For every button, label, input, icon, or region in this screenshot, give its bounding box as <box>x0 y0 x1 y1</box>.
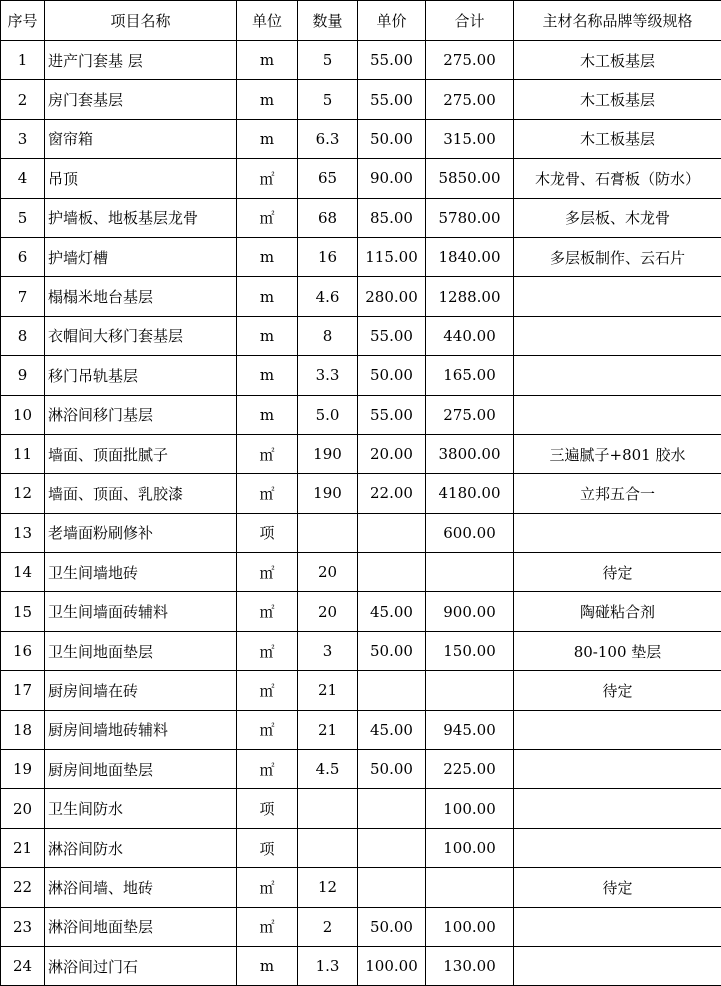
cell-quantity: 21 <box>298 671 358 710</box>
cell-total: 5780.00 <box>426 198 514 237</box>
cell-total <box>426 553 514 592</box>
cell-unit-price: 115.00 <box>358 237 426 276</box>
cell-item-name: 吊顶 <box>45 159 237 198</box>
cell-item-name: 进产门套基 层 <box>45 41 237 80</box>
cell-unit: ㎡ <box>237 159 298 198</box>
cell-unit-price: 280.00 <box>358 277 426 316</box>
header-item-name: 项目名称 <box>45 1 237 41</box>
cell-item-name: 厨房间墙地砖辅料 <box>45 710 237 749</box>
cell-total: 225.00 <box>426 750 514 789</box>
cell-quantity: 6.3 <box>298 119 358 158</box>
cell-quantity: 65 <box>298 159 358 198</box>
cell-unit: m <box>237 80 298 119</box>
cell-item-name: 厨房间地面垫层 <box>45 750 237 789</box>
header-material-spec: 主材名称品牌等级规格 <box>514 1 721 41</box>
cell-material-spec <box>514 789 721 828</box>
cell-item-name: 移门吊轨基层 <box>45 356 237 395</box>
table-row <box>1 828 721 867</box>
cell-total: 1288.00 <box>426 277 514 316</box>
cell-unit-price: 100.00 <box>358 946 426 985</box>
cell-item-name: 厨房间墙在砖 <box>45 671 237 710</box>
cell-total: 4180.00 <box>426 474 514 513</box>
cell-unit-price <box>358 789 426 828</box>
cell-item-name: 护墙板、地板基层龙骨 <box>45 198 237 237</box>
cell-unit-price: 90.00 <box>358 159 426 198</box>
cell-material-spec: 木工板基层 <box>514 41 721 80</box>
cell-material-spec: 待定 <box>514 868 721 907</box>
table-row <box>1 395 721 434</box>
cell-total: 165.00 <box>426 356 514 395</box>
cell-index: 20 <box>1 789 45 828</box>
cell-material-spec: 80-100 垫层 <box>514 631 721 670</box>
cell-item-name: 淋浴间墙、地砖 <box>45 868 237 907</box>
cell-item-name: 老墙面粉刷修补 <box>45 513 237 552</box>
table-row <box>1 80 721 119</box>
table-row <box>1 159 721 198</box>
cell-unit: m <box>237 395 298 434</box>
cell-unit-price <box>358 553 426 592</box>
cell-total: 275.00 <box>426 80 514 119</box>
table-row <box>1 237 721 276</box>
cell-material-spec <box>514 316 721 355</box>
cell-material-spec <box>514 750 721 789</box>
cell-index: 7 <box>1 277 45 316</box>
cell-quantity: 190 <box>298 434 358 473</box>
cell-quantity: 16 <box>298 237 358 276</box>
cell-total: 100.00 <box>426 789 514 828</box>
cell-unit: ㎡ <box>237 750 298 789</box>
cell-unit: m <box>237 316 298 355</box>
cell-material-spec: 待定 <box>514 553 721 592</box>
cell-material-spec <box>514 513 721 552</box>
cell-unit: ㎡ <box>237 474 298 513</box>
cell-item-name: 墙面、顶面、乳胶漆 <box>45 474 237 513</box>
table-row <box>1 868 721 907</box>
cell-unit: ㎡ <box>237 592 298 631</box>
cell-total: 275.00 <box>426 41 514 80</box>
header-unit-price: 单价 <box>358 1 426 41</box>
cell-unit-price: 20.00 <box>358 434 426 473</box>
cell-material-spec: 立邦五合一 <box>514 474 721 513</box>
cell-index: 24 <box>1 946 45 985</box>
cell-index: 21 <box>1 828 45 867</box>
cell-index: 6 <box>1 237 45 276</box>
cell-unit: ㎡ <box>237 198 298 237</box>
cell-unit: m <box>237 237 298 276</box>
cell-unit-price <box>358 671 426 710</box>
cell-quantity <box>298 789 358 828</box>
cell-unit: m <box>237 277 298 316</box>
cell-item-name: 衣帽间大移门套基层 <box>45 316 237 355</box>
cell-material-spec <box>514 356 721 395</box>
table-row <box>1 474 721 513</box>
cell-unit: 项 <box>237 789 298 828</box>
cell-unit: m <box>237 946 298 985</box>
cell-unit: ㎡ <box>237 553 298 592</box>
cell-index: 22 <box>1 868 45 907</box>
cell-item-name: 房门套基层 <box>45 80 237 119</box>
cell-item-name: 淋浴间地面垫层 <box>45 907 237 946</box>
cell-unit: ㎡ <box>237 671 298 710</box>
cell-index: 19 <box>1 750 45 789</box>
table-row <box>1 671 721 710</box>
cell-quantity: 4.5 <box>298 750 358 789</box>
cell-total: 315.00 <box>426 119 514 158</box>
cell-quantity: 21 <box>298 710 358 749</box>
cell-quantity: 5.0 <box>298 395 358 434</box>
cell-quantity <box>298 513 358 552</box>
cell-quantity: 8 <box>298 316 358 355</box>
cell-index: 2 <box>1 80 45 119</box>
cell-quantity: 5 <box>298 80 358 119</box>
cell-total: 130.00 <box>426 946 514 985</box>
header-quantity: 数量 <box>298 1 358 41</box>
cell-unit: 项 <box>237 828 298 867</box>
cell-quantity: 12 <box>298 868 358 907</box>
cell-unit-price <box>358 513 426 552</box>
cell-unit-price: 55.00 <box>358 41 426 80</box>
cell-total: 440.00 <box>426 316 514 355</box>
cell-material-spec: 待定 <box>514 671 721 710</box>
cell-total <box>426 868 514 907</box>
cell-material-spec <box>514 907 721 946</box>
cell-unit: 项 <box>237 513 298 552</box>
cell-unit: ㎡ <box>237 907 298 946</box>
cell-item-name: 卫生间地面垫层 <box>45 631 237 670</box>
table-row <box>1 946 721 985</box>
cell-unit: ㎡ <box>237 710 298 749</box>
table-row <box>1 434 721 473</box>
cell-index: 15 <box>1 592 45 631</box>
header-unit: 单位 <box>237 1 298 41</box>
cell-unit-price <box>358 868 426 907</box>
cell-total: 100.00 <box>426 828 514 867</box>
cell-index: 4 <box>1 159 45 198</box>
header-index: 序号 <box>1 1 45 41</box>
cell-material-spec: 木龙骨、石膏板（防水） <box>514 159 721 198</box>
cell-total: 100.00 <box>426 907 514 946</box>
cell-unit-price <box>358 828 426 867</box>
cell-unit-price: 55.00 <box>358 80 426 119</box>
cell-material-spec: 多层板制作、云石片 <box>514 237 721 276</box>
table-row <box>1 119 721 158</box>
cell-index: 13 <box>1 513 45 552</box>
cell-index: 18 <box>1 710 45 749</box>
cell-total: 5850.00 <box>426 159 514 198</box>
cell-material-spec <box>514 395 721 434</box>
cell-material-spec: 木工板基层 <box>514 119 721 158</box>
cell-item-name: 淋浴间过门石 <box>45 946 237 985</box>
cell-index: 1 <box>1 41 45 80</box>
cell-index: 9 <box>1 356 45 395</box>
cell-item-name: 淋浴间防水 <box>45 828 237 867</box>
cell-item-name: 淋浴间移门基层 <box>45 395 237 434</box>
cell-unit: m <box>237 119 298 158</box>
cell-total <box>426 671 514 710</box>
cell-index: 17 <box>1 671 45 710</box>
cell-index: 3 <box>1 119 45 158</box>
cell-unit-price: 50.00 <box>358 356 426 395</box>
cell-item-name: 卫生间防水 <box>45 789 237 828</box>
cell-unit-price: 50.00 <box>358 119 426 158</box>
cell-total: 945.00 <box>426 710 514 749</box>
cell-index: 16 <box>1 631 45 670</box>
cell-quantity: 5 <box>298 41 358 80</box>
cell-quantity: 20 <box>298 553 358 592</box>
cell-unit-price: 50.00 <box>358 907 426 946</box>
cell-material-spec <box>514 710 721 749</box>
cell-unit: m <box>237 41 298 80</box>
cell-total: 600.00 <box>426 513 514 552</box>
cell-total: 1840.00 <box>426 237 514 276</box>
header-row <box>1 1 721 41</box>
table-row <box>1 356 721 395</box>
cell-unit-price: 22.00 <box>358 474 426 513</box>
cell-unit-price: 50.00 <box>358 631 426 670</box>
table-row <box>1 198 721 237</box>
cell-unit-price: 45.00 <box>358 710 426 749</box>
cell-unit-price: 50.00 <box>358 750 426 789</box>
cell-material-spec: 三遍腻子+801 胶水 <box>514 434 721 473</box>
cell-item-name: 窗帘箱 <box>45 119 237 158</box>
cell-item-name: 卫生间墙面砖辅料 <box>45 592 237 631</box>
cell-unit-price: 55.00 <box>358 395 426 434</box>
cell-unit: ㎡ <box>237 631 298 670</box>
table-row <box>1 710 721 749</box>
cell-unit: ㎡ <box>237 434 298 473</box>
cell-index: 5 <box>1 198 45 237</box>
cell-unit: ㎡ <box>237 868 298 907</box>
cell-quantity: 1.3 <box>298 946 358 985</box>
cell-index: 8 <box>1 316 45 355</box>
cell-total: 3800.00 <box>426 434 514 473</box>
cell-index: 12 <box>1 474 45 513</box>
cell-material-spec <box>514 277 721 316</box>
cell-material-spec: 多层板、木龙骨 <box>514 198 721 237</box>
cell-unit-price: 55.00 <box>358 316 426 355</box>
cell-index: 23 <box>1 907 45 946</box>
table-row <box>1 41 721 80</box>
cell-quantity: 2 <box>298 907 358 946</box>
table-row <box>1 631 721 670</box>
cell-unit-price: 45.00 <box>358 592 426 631</box>
table-row <box>1 316 721 355</box>
cell-unit-price: 85.00 <box>358 198 426 237</box>
cell-total: 900.00 <box>426 592 514 631</box>
cell-quantity: 190 <box>298 474 358 513</box>
cell-index: 14 <box>1 553 45 592</box>
cell-material-spec: 木工板基层 <box>514 80 721 119</box>
cell-material-spec: 陶碰粘合剂 <box>514 592 721 631</box>
cell-total: 150.00 <box>426 631 514 670</box>
cell-total: 275.00 <box>426 395 514 434</box>
cell-index: 10 <box>1 395 45 434</box>
table-row <box>1 553 721 592</box>
table-row <box>1 513 721 552</box>
cell-item-name: 卫生间墙地砖 <box>45 553 237 592</box>
table-row <box>1 277 721 316</box>
header-total: 合计 <box>426 1 514 41</box>
cell-quantity: 68 <box>298 198 358 237</box>
cell-quantity: 20 <box>298 592 358 631</box>
cell-item-name: 墙面、顶面批腻子 <box>45 434 237 473</box>
cell-unit: m <box>237 356 298 395</box>
table-row <box>1 907 721 946</box>
cell-quantity: 4.6 <box>298 277 358 316</box>
cell-item-name: 榻榻米地台基层 <box>45 277 237 316</box>
cell-item-name: 护墙灯槽 <box>45 237 237 276</box>
table-row <box>1 789 721 828</box>
cell-quantity <box>298 828 358 867</box>
cell-index: 11 <box>1 434 45 473</box>
cell-material-spec <box>514 828 721 867</box>
table-row <box>1 592 721 631</box>
cell-material-spec <box>514 946 721 985</box>
table-row <box>1 750 721 789</box>
cell-quantity: 3 <box>298 631 358 670</box>
cell-quantity: 3.3 <box>298 356 358 395</box>
